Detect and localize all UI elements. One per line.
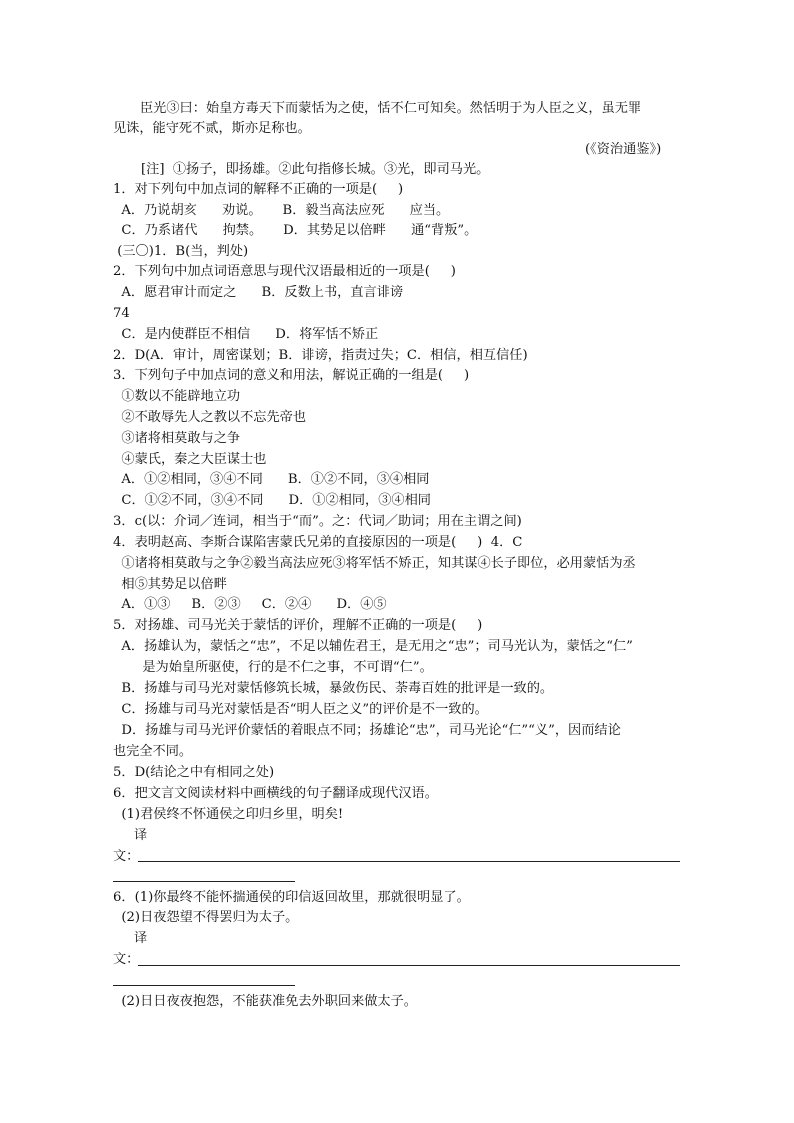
q5-stem: 5．对扬雄、司马光关于蒙恬的评价，理解不正确的一项是( ) xyxy=(113,618,483,633)
q6-sentence-2: (2)日夜怨望不得罢归为太子。 xyxy=(113,910,299,925)
q3-options-cd: C．①②不同，③④不同 D．①②相同，③④相同 xyxy=(113,493,431,508)
q6-stem: 6．把文言文阅读材料中画横线的句子翻译成现代汉语。 xyxy=(113,786,438,801)
q5-option-d-line-1: D．扬雄与司马光评价蒙恬的着眼点不同；扬雄论“忠”，司马光论“仁”“义”，因而结论 xyxy=(113,723,621,738)
q3-item-1: ①数以不能辟地立功 xyxy=(113,389,241,404)
answer-blank-2-continuation[interactable] xyxy=(113,985,295,986)
answer-blank-1-continuation[interactable] xyxy=(113,881,295,882)
passage-line-2: 见诛，能守死不贰，斯亦足称也。 xyxy=(113,121,311,136)
q2-stem: 2．下列句中加点词语意思与现代汉语最相近的一项是( ) xyxy=(113,264,456,279)
q4-items-line-2: 相⑤其势足以倍畔 xyxy=(113,577,227,592)
q1-stem: 1．对下列句中加点词的解释不正确的一项是( ) xyxy=(113,182,404,197)
q4-stem: 4．表明赵高、李斯合谋陷害蒙氏兄弟的直接原因的一项是( ) 4．C xyxy=(113,535,523,550)
q3-options-ab: A．①②相同，③④不同 B．①②不同，③④相同 xyxy=(113,472,430,487)
q2-options-cd: C．是内使群臣不相信 D．将军恬不矫正 xyxy=(113,327,379,342)
q4-items-line-1: ①诸将相莫敢与之争②毅当高法应死③将军恬不矫正，知其谋④长子即位，必用蒙恬为丞 xyxy=(113,556,636,571)
translate-label-2: 译 xyxy=(113,931,148,946)
q3-stem: 3．下列句子中加点词的意义和用法，解说正确的一组是( ) xyxy=(113,368,470,383)
q3-item-4: ④蒙氏，秦之大臣谋士也 xyxy=(113,452,267,467)
q6-answer-1: 6．(1)你最终不能怀揣通侯的印信返回故里，那就很明显了。 xyxy=(113,890,470,905)
page-number: 74 xyxy=(113,306,130,321)
q3-answer: 3．c(以：介词／连词，相当于“而”。之：代词／助词；用在主谓之间) xyxy=(113,514,522,529)
passage-line-1: 臣光③曰：始皇方毒天下而蒙恬为之使，恬不仁可知矣。然恬明于为人臣之义，虽无罪 xyxy=(140,101,642,116)
source-citation: (《资治通鉴》) xyxy=(585,142,662,157)
q6-answer-2: (2)日日夜夜抱怨，不能获准免去外职回来做太子。 xyxy=(113,994,417,1009)
q5-option-d-line-2: 也完全不同。 xyxy=(113,744,193,759)
q1-options-ab: A．乃说胡亥 劝说。 B．毅当高法应死 应当。 xyxy=(113,203,450,218)
q5-answer: 5．D(结论之中有相同之处) xyxy=(113,765,275,780)
q5-option-c: C．扬雄与司马光对蒙恬是否“明人臣之义”的评价是不一致的。 xyxy=(113,702,488,717)
q3-item-2: ②不敢辱先人之教以不忘先帝也 xyxy=(113,410,307,425)
q2-answer: 2．D(A．审计，周密谋划；B．诽谤，指责过失；C．相信，相互信任) xyxy=(113,348,528,363)
q5-option-a-line-2: 是为始皇所驱使，行的是不仁之事，不可谓“仁”。 xyxy=(113,660,433,675)
q5-option-b: B．扬雄与司马光对蒙恬修筑长城，暴敛伤民、荼毒百姓的批评是一致的。 xyxy=(113,681,554,696)
q4-options: A．①③ B．②③ C．②④ D．④⑤ xyxy=(113,597,387,612)
answer-prefix-2: 文： xyxy=(113,952,140,967)
q3-item-3: ③诸将相莫敢与之争 xyxy=(113,431,241,446)
answer-prefix-1: 文： xyxy=(113,849,140,864)
q5-option-a-line-1: A．扬雄认为，蒙恬之“忠”，不足以辅佐君王，是无用之“忠”；司马光认为，蒙恬之“仁” xyxy=(113,639,633,654)
footnote: [注] ①扬子，即扬雄。②此句指修长城。③光，即司马光。 xyxy=(141,162,490,177)
q6-sentence-1: (1)君侯终不怀通侯之印归乡里，明矣! xyxy=(113,807,344,822)
q1-answer: (三〇)1．B(当，判处) xyxy=(113,244,249,259)
q2-options-ab: A．愿君审计而定之 B．反数上书，直言诽谤 xyxy=(113,285,404,300)
answer-blank-1[interactable] xyxy=(138,861,680,862)
translate-label-1: 译 xyxy=(113,828,148,843)
q1-options-cd: C．乃系诸代 拘禁。 D．其势足以倍畔 通“背叛”。 xyxy=(113,223,478,238)
answer-blank-2[interactable] xyxy=(138,965,680,966)
